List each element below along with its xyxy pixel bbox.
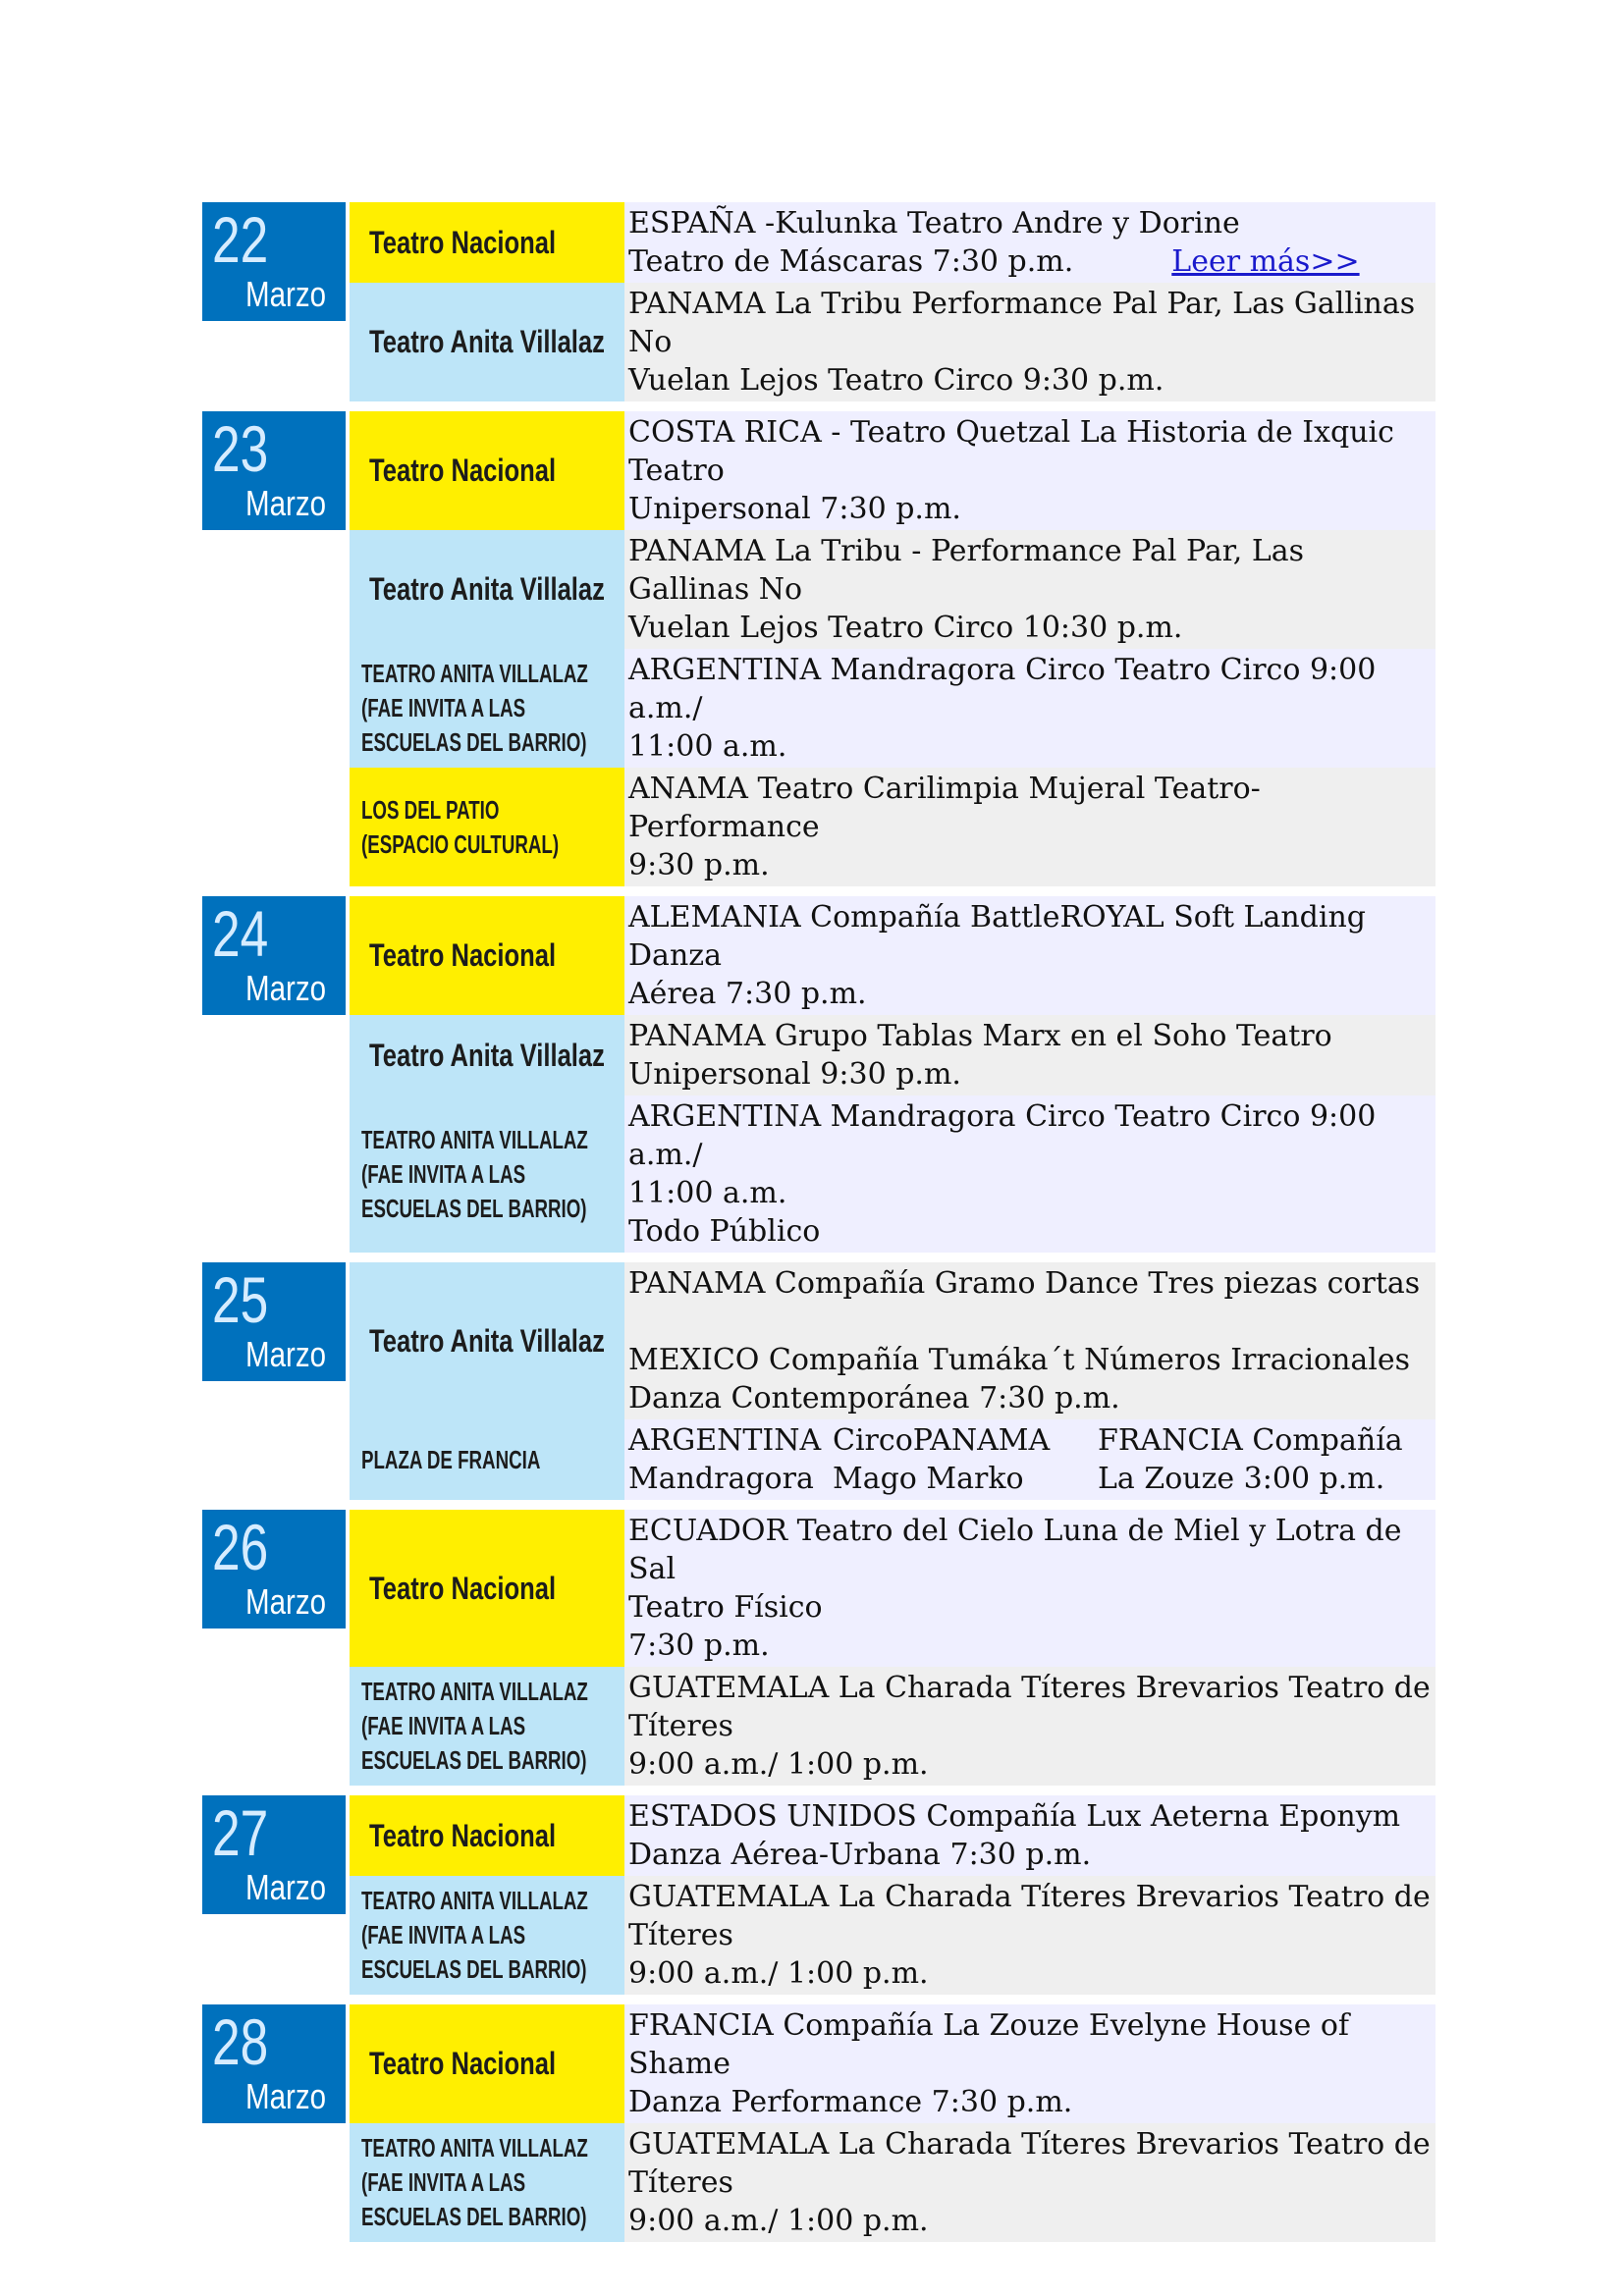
- event-rows: [350, 1795, 1435, 1995]
- date-column: [202, 896, 346, 1253]
- event-row: [350, 1095, 1435, 1253]
- event-description: [624, 649, 1435, 768]
- date-badge: [202, 202, 346, 321]
- event-row: [350, 768, 1435, 886]
- venue-cell: [350, 1262, 624, 1419]
- date-column: [202, 202, 346, 401]
- event-description: [624, 768, 1435, 886]
- venue-cell: [350, 2004, 624, 2123]
- venue-cell: [350, 768, 624, 886]
- event-description: [624, 1419, 1435, 1500]
- event-description: [624, 1262, 1435, 1419]
- venue-name: Teatro Nacional: [369, 937, 557, 973]
- day-block-27: [202, 1795, 1435, 1995]
- event-rows: [350, 1510, 1435, 1786]
- venue-name: Teatro Nacional: [369, 2046, 557, 2081]
- event-row: [350, 1015, 1435, 1095]
- event-text: PANAMA Compañía Gramo Dance Tres piezas cortas MEXICO Compañía Tumáka´t Números Irracionales Danza Contemporánea 7:30 p.m.: [628, 1266, 1421, 1415]
- venue-name: Teatro Nacional: [369, 453, 557, 488]
- venue-cell: [350, 1510, 624, 1667]
- venue-name: TEATRO ANITA VILLALAZ (FAE INVITA A LAS ESCUELAS DEL BARRIO): [361, 2133, 588, 2231]
- event-description: [624, 202, 1435, 283]
- venue-name: PLAZA DE FRANCIA: [361, 1444, 541, 1474]
- event-row: [350, 1262, 1435, 1419]
- event-text: FRANCIA Compañía La Zouze Evelyne House of Shame Danza Performance 7:30 p.m.: [628, 2008, 1350, 2119]
- event-rows: [350, 202, 1435, 401]
- venue-cell: [350, 283, 624, 401]
- event-text: ESPAÑA -Kulunka Teatro Andre y Dorine Teatro de Máscaras 7:30 p.m.: [628, 206, 1240, 279]
- date-column: [202, 1510, 346, 1786]
- date-day-number: 28: [212, 2005, 269, 2078]
- date-column: [202, 411, 346, 886]
- date-badge: [202, 1510, 346, 1629]
- day-block-22: [202, 202, 1435, 401]
- event-row: [350, 283, 1435, 401]
- event-description: [624, 1667, 1435, 1786]
- event-description: [624, 896, 1435, 1015]
- venue-name: Teatro Nacional: [369, 1570, 557, 1606]
- venue-cell: [350, 896, 624, 1015]
- event-description: [624, 411, 1435, 530]
- event-description: [624, 1876, 1435, 1995]
- venue-cell: [350, 1876, 624, 1995]
- event-text: ESTADOS UNIDOS Compañía Lux Aeterna Eponym Danza Aérea-Urbana 7:30 p.m.: [628, 1799, 1401, 1872]
- event-text: GUATEMALA La Charada Títeres Brevarios Teatro de Títeres 9:00 a.m./ 1:00 p.m.: [628, 2127, 1431, 2238]
- venue-name: Teatro Nacional: [369, 224, 557, 260]
- date-badge: [202, 896, 346, 1015]
- date-column: [202, 1262, 346, 1500]
- date-month: Marzo: [245, 274, 327, 314]
- day-block-23: [202, 411, 1435, 886]
- venue-cell: [350, 202, 624, 283]
- event-description: [624, 283, 1435, 401]
- venue-name: Teatro Anita Villalaz: [369, 1322, 605, 1359]
- day-block-28: [202, 2004, 1435, 2242]
- date-month: Marzo: [245, 1867, 327, 1907]
- venue-name: Teatro Nacional: [369, 1817, 557, 1853]
- date-day-number: 24: [212, 897, 269, 970]
- venue-name: TEATRO ANITA VILLALAZ (FAE INVITA A LAS ESCUELAS DEL BARRIO): [361, 1124, 588, 1223]
- event-text: PANAMA La Tribu - Performance Pal Par, Las Gallinas No Vuelan Lejos Teatro Circo 10:30 p.m.: [628, 534, 1305, 645]
- venue-cell: [350, 1095, 624, 1253]
- event-row: [350, 1876, 1435, 1995]
- date-month: Marzo: [245, 1581, 327, 1622]
- venue-name: Teatro Anita Villalaz: [369, 571, 605, 607]
- event-description: [624, 1795, 1435, 1876]
- event-row: [350, 202, 1435, 283]
- event-text: PANAMA Grupo Tablas Marx en el Soho Teatro Unipersonal 9:30 p.m.: [628, 1019, 1332, 1092]
- event-text: PANAMA La Tribu Performance Pal Par, Las Gallinas No Vuelan Lejos Teatro Circo 9:30 p.m.: [628, 287, 1416, 398]
- date-month: Marzo: [245, 483, 327, 523]
- venue-cell: [350, 530, 624, 649]
- venue-cell: [350, 2123, 624, 2242]
- date-badge: [202, 1262, 346, 1381]
- event-row: [350, 411, 1435, 530]
- event-description: [624, 2004, 1435, 2123]
- venue-cell: [350, 649, 624, 768]
- festival-schedule: [202, 202, 1435, 2252]
- event-text: ARGENTINA Mandragora Circo Teatro Circo 9:00 a.m./ 11:00 a.m. Todo Público: [628, 1099, 1377, 1249]
- day-block-26: [202, 1510, 1435, 1786]
- event-row: [350, 2123, 1435, 2242]
- event-row: [350, 1795, 1435, 1876]
- event-row: [350, 649, 1435, 768]
- venue-cell: [350, 1667, 624, 1786]
- venue-name: Teatro Anita Villalaz: [369, 324, 605, 359]
- date-column: [202, 1795, 346, 1995]
- event-column: CircoPANAMA Mago Marko: [833, 1423, 1051, 1496]
- date-day-number: 27: [212, 1796, 269, 1869]
- date-column: [202, 2004, 346, 2242]
- event-rows: [350, 896, 1435, 1253]
- event-text: ALEMANIA Compañía BattleROYAL Soft Landing Danza Aérea 7:30 p.m.: [628, 900, 1366, 1011]
- event-text: COSTA RICA - Teatro Quetzal La Historia de Ixquic Teatro Unipersonal 7:30 p.m.: [628, 415, 1394, 526]
- day-block-25: [202, 1262, 1435, 1500]
- date-day-number: 25: [212, 1263, 269, 1336]
- venue-cell: [350, 1419, 624, 1500]
- venue-name: Teatro Anita Villalaz: [369, 1037, 605, 1073]
- venue-name: TEATRO ANITA VILLALAZ (FAE INVITA A LAS ESCUELAS DEL BARRIO): [361, 1677, 588, 1775]
- day-block-24: [202, 896, 1435, 1253]
- event-text: GUATEMALA La Charada Títeres Brevarios Teatro de Títeres 9:00 a.m./ 1:00 p.m.: [628, 1671, 1431, 1782]
- event-text: ARGENTINA Mandragora Circo Teatro Circo 9:00 a.m./ 11:00 a.m.: [628, 653, 1377, 764]
- venue-cell: [350, 1795, 624, 1876]
- venue-name: TEATRO ANITA VILLALAZ (FAE INVITA A LAS ESCUELAS DEL BARRIO): [361, 1886, 588, 1984]
- event-row: [350, 896, 1435, 1015]
- event-description: [624, 1015, 1435, 1095]
- event-description: [624, 530, 1435, 649]
- date-month: Marzo: [245, 1334, 327, 1374]
- date-badge: [202, 2004, 346, 2123]
- date-month: Marzo: [245, 2076, 327, 2116]
- event-description: [624, 2123, 1435, 2242]
- date-badge: [202, 411, 346, 530]
- event-rows: [350, 1262, 1435, 1500]
- venue-cell: [350, 1015, 624, 1095]
- venue-name: LOS DEL PATIO (ESPACIO CULTURAL): [361, 794, 560, 859]
- event-text: ECUADOR Teatro del Cielo Luna de Miel y Lotra de Sal Teatro Físico 7:30 p.m.: [628, 1514, 1402, 1663]
- read-more-link[interactable]: Leer más>>: [1171, 244, 1360, 279]
- date-day-number: 22: [212, 203, 269, 276]
- date-day-number: 26: [212, 1511, 269, 1583]
- event-text: ANAMA Teatro Carilimpia Mujeral Teatro-Performance 9:30 p.m.: [628, 772, 1261, 882]
- date-month: Marzo: [245, 968, 327, 1008]
- date-badge: [202, 1795, 346, 1914]
- event-rows: [350, 2004, 1435, 2242]
- event-row: [350, 530, 1435, 649]
- event-columns: [628, 1421, 1432, 1498]
- event-rows: [350, 411, 1435, 886]
- event-text: GUATEMALA La Charada Títeres Brevarios Teatro de Títeres 9:00 a.m./ 1:00 p.m.: [628, 1880, 1431, 1991]
- event-row: [350, 2004, 1435, 2123]
- date-day-number: 23: [212, 412, 269, 485]
- event-row: [350, 1510, 1435, 1667]
- event-description: [624, 1095, 1435, 1253]
- event-column: ARGENTINA Mandragora: [628, 1423, 822, 1496]
- event-description: [624, 1510, 1435, 1667]
- venue-cell: [350, 411, 624, 530]
- event-row: [350, 1667, 1435, 1786]
- event-column: FRANCIA Compañía La Zouze 3:00 p.m.: [1098, 1423, 1403, 1496]
- event-row: [350, 1419, 1435, 1500]
- venue-name: TEATRO ANITA VILLALAZ (FAE INVITA A LAS ESCUELAS DEL BARRIO): [361, 659, 588, 757]
